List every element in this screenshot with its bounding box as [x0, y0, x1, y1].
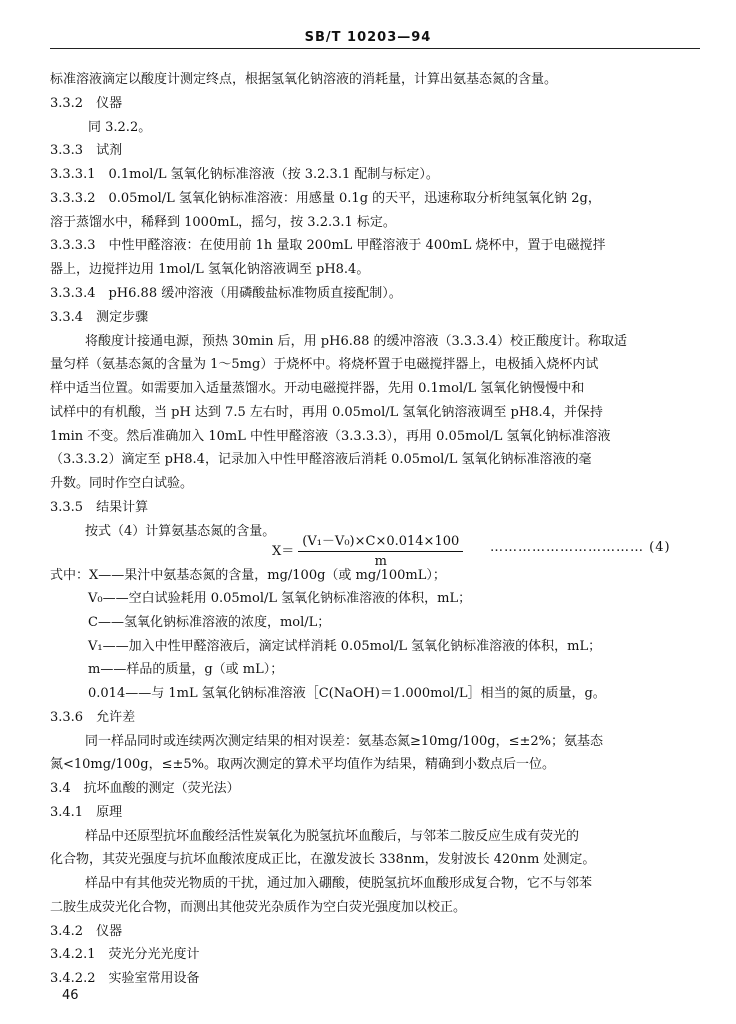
- text-line: 同 3.2.2。: [88, 120, 152, 135]
- section-heading: 3.3.2 仪器: [50, 96, 123, 111]
- header-rule: [50, 48, 700, 49]
- section-heading: 3.4 抗坏血酸的测定（荧光法）: [50, 781, 240, 796]
- text-line: 样中适当位置。如需要加入适量蒸馏水。开动电磁搅拌器，先用 0.1mol/L 氢氧化钠慢慢中和: [50, 381, 585, 396]
- text-line: 3.3.3.3 中性甲醛溶液：在使用前 1h 量取 200mL 甲醛溶液于 400mL 烧杯中，置于电磁搅拌: [50, 238, 606, 253]
- text-line: 3.3.3.1 0.1mol/L 氢氧化钠标准溶液（按 3.2.3.1 配制与标定）。: [50, 167, 439, 182]
- section-heading: 3.3.4 测定步骤: [50, 310, 149, 325]
- text-line: 3.3.3.4 pH6.88 缓冲溶液（用磷酸盐标准物质直接配制）。: [50, 286, 402, 301]
- text-line: 样品中还原型抗坏血酸经活性炭氧化为脱氢抗坏血酸后，与邻苯二胺反应生成有荧光的: [85, 829, 580, 844]
- text-line: C——氢氧化钠标准溶液的浓度，mol/L；: [88, 615, 331, 630]
- standard-number-header: SB/T 10203—94: [304, 30, 432, 45]
- formula-lhs: X＝: [272, 544, 295, 559]
- text-line: 0.014——与 1mL 氢氧化钠标准溶液［C(NaOH)＝1.000mol/L］相当的氮的质量，g。: [88, 686, 606, 701]
- text-line: （3.3.3.2）滴定至 pH8.4，记录加入中性甲醛溶液后消耗 0.05mol/L 氢氧化钠标准溶液的毫: [50, 452, 592, 467]
- formula-leader: [490, 540, 671, 555]
- text-line: 量匀样（氨基态氮的含量为 1～5mg）于烧杯中。将烧杯置于电磁搅拌器上，电极插入烧杯内试: [50, 357, 599, 372]
- section-heading: 3.3.5 结果计算: [50, 500, 149, 515]
- formula-denominator: m: [374, 554, 387, 569]
- text-line: 1min 不变。然后准确加入 10mL 中性甲醛溶液（3.3.3.3），再用 0.05mol/L 氢氧化钠标准溶液: [50, 429, 611, 444]
- text-line: 试样中的有机酸，当 pH 达到 7.5 左右时，再用 0.05mol/L 氢氧化钠溶液调至 pH8.4，并保持: [50, 405, 603, 420]
- text-line: 3.4.2.2 实验室常用设备: [50, 971, 200, 986]
- text-line: m——样品的质量，g（或 mL）；: [88, 662, 284, 677]
- text-line: 3.3.3.2 0.05mol/L 氢氧化钠标准溶液：用感量 0.1g 的天平，迅速称取分析纯氢氧化钠 2g，: [50, 191, 601, 206]
- text-line: 标准溶液滴定以酸度计测定终点，根据氢氧化钠溶液的消耗量，计算出氨基态氮的含量。: [50, 72, 558, 87]
- text-line: 样品中有其他荧光物质的干扰，通过加入硼酸，使脱氢抗坏血酸形成复合物，它不与邻苯: [85, 876, 593, 891]
- text-line: 按式（4）计算氨基态氮的含量。: [85, 524, 276, 539]
- text-line: 溶于蒸馏水中，稀释到 1000mL，摇匀，按 3.2.3.1 标定。: [50, 215, 396, 230]
- text-line: V₀——空白试验耗用 0.05mol/L 氢氧化钠标准溶液的体积，mL；: [88, 591, 472, 606]
- formula-dots: ……………………………: [490, 540, 644, 555]
- text-line: 将酸度计接通电源，预热 30min 后，用 pH6.88 的缓冲溶液（3.3.3.4）校正酸度计。称取适: [85, 334, 628, 349]
- formula-4: [272, 530, 463, 569]
- text-line: 同一样品同时或连续两次测定结果的相对误差：氨基态氮≥10mg/100g，≤±2%；氨基态: [85, 734, 604, 749]
- text-line: V₁——加入中性甲醛溶液后，滴定试样消耗 0.05mol/L 氢氧化钠标准溶液的体积，mL；: [88, 639, 602, 654]
- formula-fraction: [298, 530, 463, 569]
- text-line: 式中：X——果汁中氨基态氮的含量，mg/100g（或 mg/100mL）；: [50, 568, 446, 583]
- text-line: 3.4.2.1 荧光分光光度计: [50, 947, 200, 962]
- text-line: 二胺生成荧光化合物，而测出其他荧光杂质作为空白荧光强度加以校正。: [50, 900, 467, 915]
- page-number: 46: [62, 988, 79, 1003]
- text-line: 化合物，其荧光强度与抗坏血酸浓度成正比，在激发波长 338nm，发射波长 420nm 处测定。: [50, 852, 596, 867]
- text-line: 升数。同时作空白试验。: [50, 476, 194, 491]
- section-heading: 3.3.6 允许差: [50, 710, 136, 725]
- formula-number: (4): [649, 540, 671, 555]
- formula-numerator: (V₁－V₀)×C×0.014×100: [298, 530, 463, 552]
- text-line: 器上，边搅拌边用 1mol/L 氢氧化钠溶液调至 pH8.4。: [50, 262, 370, 277]
- section-heading: 3.4.1 原理: [50, 805, 123, 820]
- section-heading: 3.4.2 仪器: [50, 924, 123, 939]
- section-heading: 3.3.3 试剂: [50, 143, 123, 158]
- text-line: 氮<10mg/100g，≤±5%。取两次测定的算术平均值作为结果，精确到小数点后一位。: [50, 757, 556, 772]
